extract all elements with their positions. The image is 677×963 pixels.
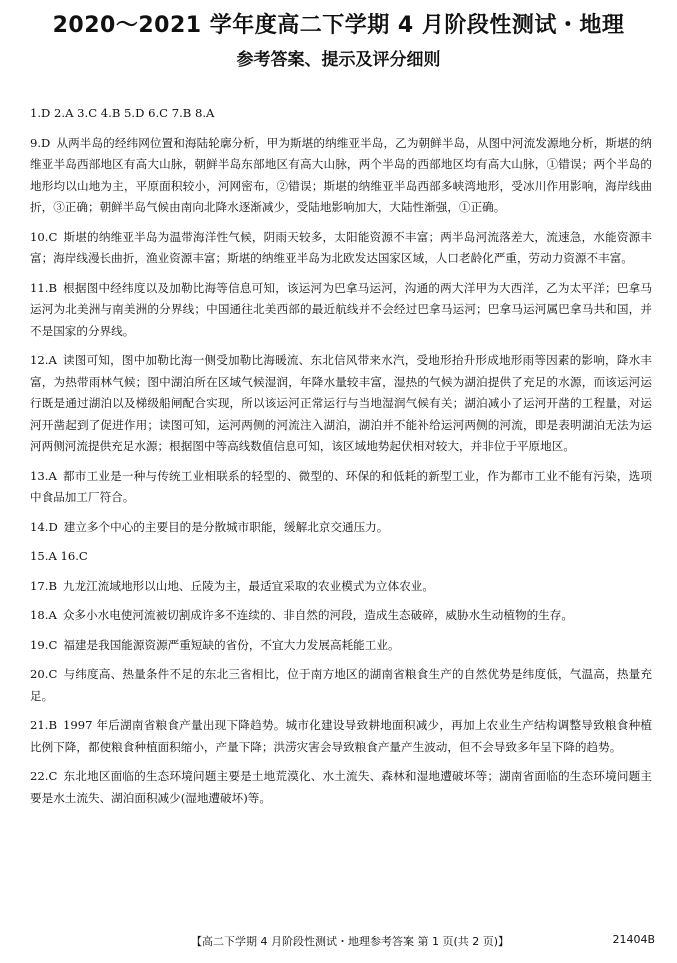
answer-item-9 xyxy=(30,133,652,219)
answer-text: 与纬度高、热量条件不足的东北三省相比，位于南方地区的湖南省粮食生产的自然优势是纬度低，气温高，热量充足。 xyxy=(30,667,652,703)
answer-label: 13.A xyxy=(30,468,57,483)
answer-list xyxy=(30,103,652,817)
answer-text: 福建是我国能源资源严重短缺的省份，不宜大力发展高耗能工业。 xyxy=(63,637,400,652)
answer-text: 根据图中经纬度以及加勒比海等信息可知，该运河为巴拿马运河，沟通的两大洋甲为大西洋，乙为太平洋；巴拿马运河为北美洲与南美洲的分界线；中国通往北美西部的最近航线并不会经过巴拿马运河；巴拿马运河属巴拿马共和国，并不是国家的分界线。 xyxy=(30,280,652,338)
answer-item-14 xyxy=(30,517,652,539)
answer-item-10 xyxy=(30,227,652,270)
answer-item-12 xyxy=(30,350,652,458)
answer-item-20 xyxy=(30,664,652,707)
page-subtitle: 参考答案、提示及评分细则 xyxy=(236,50,441,70)
answer-label: 1.D 2.A 3.C 4.B 5.D 6.C 7.B 8.A xyxy=(30,106,215,120)
answer-text: 都市工业是一种与传统工业相联系的轻型的、微型的、环保的和低耗的新型工业，作为都市工业不能有污染，选项中食品加工厂符合。 xyxy=(30,468,652,504)
answer-item-21 xyxy=(30,715,652,758)
answer-label: 17.B xyxy=(30,578,57,593)
answer-label: 20.C xyxy=(30,667,58,681)
answer-item-18 xyxy=(30,605,652,627)
answer-text: 读图可知，图中加勒比海一侧受加勒比海暖流、东北信风带来水汽，受地形抬升形成地形雨等因素的影响，降水丰富，为热带雨林气候；图中湖泊所在区域气候湿润，年降水量较丰富，湿热的气候为湖泊提供了充足的水源，而该运河运行既是通过湖泊以及梯级船闸配合实现，所以该运河正常运行与当地湿润气候有关；湖泊减小了运河开凿的工程量，对运河开凿起到了促进作用；读图可知，运河两侧的河流注入湖泊，湖泊并不能补给运河两侧的河流，即是表明湖泊无法为运河两侧河流提供充足水源；根据图中等高线数值信息可知，该区域地势起伏相对较大，并非位于平原地区。 xyxy=(30,353,652,453)
answer-item-1-8 xyxy=(30,103,652,125)
answer-text: 东北地区面临的生态环境问题主要是土地荒漠化、水土流失、森林和湿地遭破坏等；湖南省面临的生态环境问题主要是水土流失、湖泊面积减少(湿地遭破坏)等。 xyxy=(30,769,652,805)
answer-text: 斯堪的纳维亚半岛为温带海洋性气候，阴雨天较多，太阳能资源不丰富；两半岛河流落差大，流速急，水能资源丰富；海岸线漫长曲折，渔业资源丰富；斯堪的纳维亚半岛为北欧发达国家区域，人口老龄化严重，劳动力资源不丰富。 xyxy=(30,229,652,265)
answer-text: 众多小水电使河流被切割成许多不连续的、非自然的河段，造成生态破碎，威胁水生动植物的生存。 xyxy=(62,608,573,622)
answer-label: 18.A xyxy=(30,608,57,622)
page-title: 2020～2021 学年度高二下学期 4 月阶段性测试・地理 xyxy=(52,13,625,38)
answer-item-15-16 xyxy=(30,546,652,568)
footer-code: 21404B xyxy=(612,933,655,946)
answer-text: 1997 年后湖南省粮食产量出现下降趋势。城市化建设导致耕地面积减少，再加上农业生产结构调整导致粮食种植比例下降，都使粮食种植面积缩小，产量下降；洪涝灾害会导致粮食产量产生波动，但不会导致多年呈下降的趋势。 xyxy=(30,718,652,754)
answer-label: 19.C xyxy=(30,637,58,652)
answer-text: 九龙江流域地形以山地、丘陵为主，最适宜采取的农业模式为立体农业。 xyxy=(62,578,434,593)
answer-label: 21.B xyxy=(30,718,57,732)
answer-item-17 xyxy=(30,576,652,598)
answer-item-19 xyxy=(30,635,652,657)
answer-text: 建立多个中心的主要目的是分散城市职能，缓解北京交通压力。 xyxy=(63,519,389,534)
answer-label: 22.C xyxy=(30,769,58,783)
answer-item-22 xyxy=(30,766,652,809)
answer-label: 10.C xyxy=(30,229,58,244)
answer-item-11 xyxy=(30,278,652,343)
answer-label: 9.D xyxy=(30,135,51,150)
answer-text: 从两半岛的经纬网位置和海陆轮廓分析，甲为斯堪的纳维亚半岛，乙为朝鲜半岛，从图中河流发源地分析，斯堪的纳维亚半岛西部地区有高大山脉，朝鲜半岛东部地区有高大山脉，两个半岛的西部地区均有高大山脉，①错误；两个半岛的地形均以山地为主，平原面积较小，河网密布，②错误；斯堪的纳维亚半岛西部多峡湾地形，受冰川作用影响，海岸线曲折，③正确；朝鲜半岛气候由南向北降水逐渐减少，受陆地影响加大，大陆性渐强，①正确。 xyxy=(30,135,652,214)
footer-text: 【高二下学期 4 月阶段性测试・地理参考答案 第 1 页(共 2 页)】 xyxy=(190,935,510,948)
answer-label: 14.D xyxy=(30,519,58,534)
answer-label: 15.A 16.C xyxy=(30,549,88,563)
answer-item-13 xyxy=(30,466,652,509)
answer-label: 12.A xyxy=(30,353,57,367)
answer-label: 11.B xyxy=(30,280,57,295)
